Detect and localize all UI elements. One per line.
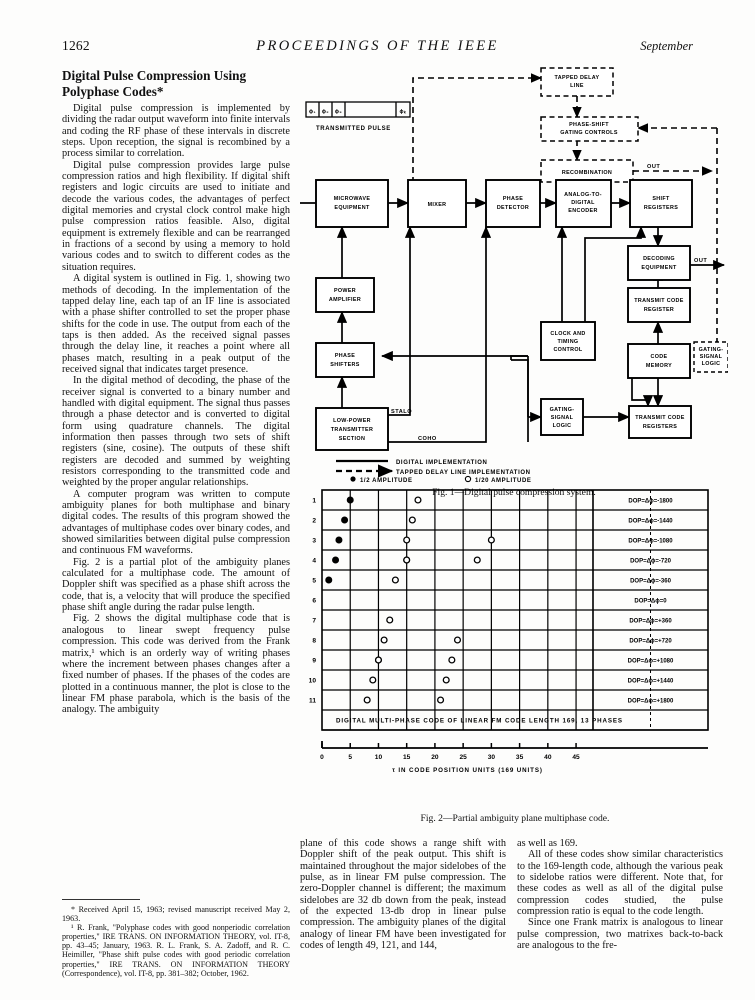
- chart-x-tick-label: 30: [487, 754, 496, 761]
- chart-dop-label: DOP=Δϕ=+1080: [627, 658, 674, 665]
- block-phase-detector: [486, 180, 540, 227]
- chart-dop-label: DOP=Δϕ=-1440: [628, 518, 673, 525]
- signal-label-coho: COHO: [418, 436, 437, 442]
- article-title-line-1: Digital Pulse Compression Using: [62, 68, 247, 83]
- body-column-left: [62, 103, 290, 716]
- pulse-phase-label: ϕₖ: [399, 109, 407, 115]
- paragraph: Digital pulse compression is implemented by dividing the radar output waveform into finite intervals and coding the RF phase of these intervals in discrete steps. Upon reception, the signal is recombined by a process similar to correlation.: [62, 103, 290, 160]
- chart-row-labels: [309, 498, 317, 705]
- transmitted-pulse-label: TRANSMITTED PULSE: [316, 126, 391, 132]
- paragraph: Fig. 2 is a partial plot of the ambiguity planes calculated for a multiphase code. The amount of Doppler shift was specified as a phase shift across the code, that is, a velocity that will produce the specified phase shift angle during the radar pulse length.: [62, 556, 290, 614]
- chart-data-point: [415, 497, 421, 503]
- chart-row-label: 6: [312, 597, 316, 605]
- chart-row-label: 10: [308, 677, 316, 685]
- block-label: AMPLIFIER: [328, 297, 362, 303]
- block-analog-to-digital-encoder: [556, 180, 611, 227]
- block-code-memory: [628, 344, 690, 378]
- footnote: ¹ R. Frank, "Polyphase codes with good nonperiodic correlation properties," IRE TRANS. ON INFORMATION THEORY, vol. IT-8, pp. 43–45; January, 1963. R. L. Frank, S. A. Zadoff, and R. C. Heimiller, "Phase shift pulse codes with good periodic correlation properties," IRE TRANS. ON INFORMATION THEORY (Correspondence), vol. IT-8, pp. 381–382; October, 1962.: [62, 923, 290, 978]
- chart-row-label: 2: [312, 517, 316, 525]
- chart-dop-label: DOP=Δϕ=-360: [630, 578, 671, 585]
- block-label: EQUIPMENT: [641, 265, 677, 271]
- block-label: DIGITAL: [571, 200, 595, 206]
- chart-row-label: 8: [312, 637, 316, 645]
- chart-row-label: 9: [312, 657, 316, 665]
- chart-x-axis-label: τ IN CODE POSITION UNITS (169 UNITS): [392, 767, 543, 774]
- paragraph: Digital pulse compression provides large pulse compression ratios and high flexibility. If digital shift registers and logic circuits are used to initiate and decode the various codes, the advantages of perfect digital memories and crystal clock control make high pulse compression ratios feasible. Also, digital equipment is extremely flexible and can be rearranged in fractions of a second by using a memory to hold various codes and to switch to different codes as the situation requires.: [62, 159, 290, 273]
- chart-dop-label: DOP=Δϕ=-720: [630, 558, 671, 565]
- pulse-phase-label: ϕ₁: [309, 109, 316, 115]
- chart-x-tick-label: 20: [431, 754, 439, 761]
- block-shift-registers: [630, 180, 692, 227]
- block-power-amplifier: [316, 278, 374, 312]
- chart-data-point: [364, 697, 370, 703]
- chart-dop-label: DOP=Δϕ=+1800: [627, 698, 674, 705]
- block-label: SECTION: [338, 436, 366, 442]
- chart-dop-label: DOP=Δϕ=+720: [629, 638, 672, 645]
- chart-row-label: 7: [312, 617, 316, 625]
- block-gating-signal-logic: [541, 399, 583, 435]
- chart-x-tick-label: 0: [320, 754, 324, 761]
- block-label: CODE: [650, 354, 668, 360]
- block-low-power-transmitter-section: [316, 408, 388, 450]
- running-head: [62, 38, 693, 56]
- block-label: RECOMBINATION: [561, 170, 613, 176]
- block-label: CLOCK AND: [550, 331, 586, 337]
- block-label: LOW-POWER: [333, 418, 371, 424]
- legend-label-half-amplitude: 1/2 AMPLITUDE: [360, 478, 413, 484]
- chart-x-tick-label: 35: [515, 754, 524, 761]
- chart-data-point: [347, 497, 353, 503]
- chart-data-point: [404, 557, 410, 563]
- chart-dop-label: DOP=Δϕ=0: [634, 598, 667, 605]
- block-label: REGISTERS: [642, 424, 678, 430]
- block-label: TAPPED DELAY: [554, 75, 600, 81]
- block-label: SIGNAL: [699, 354, 723, 360]
- chart-x-tick-label: 25: [459, 754, 467, 761]
- block-label: SHIFTERS: [330, 362, 360, 368]
- chart-data-point: [488, 537, 494, 543]
- block-mixer: [408, 180, 466, 227]
- chart-row-label: 3: [312, 537, 316, 545]
- page-number: 1262: [62, 38, 90, 53]
- paragraph: In the digital method of decoding, the phase of the receiver signal is converted to a binary number and handled with digital equipment. The signal thus passes through a phase detector and is converted to digital form using quadrature channels. The digital information then passes through two sets of shift registers (sine, cosine). The outputs of these shift registers are decoded and summed by weighting resistors corresponding to the transmitted code and weighted by the proper angular relationships.: [62, 375, 290, 489]
- block-label: PHASE-SHIFT: [569, 122, 609, 128]
- body-column-right-bottom: [517, 838, 723, 951]
- chart-x-axis: [320, 741, 708, 761]
- legend-marker-filled: [350, 476, 355, 481]
- chart-dop-label: DOP=Δϕ=-1080: [628, 538, 673, 545]
- signal-label-out-recombination: OUT: [647, 164, 661, 170]
- chart-row-label: 11: [309, 697, 316, 705]
- block-gating-signal-logic-right: [694, 342, 728, 372]
- chart-data-point: [409, 517, 415, 523]
- chart-x-tick-label: 5: [348, 754, 353, 761]
- block-decoding-equipment: [628, 246, 690, 280]
- block-label: REGISTERS: [643, 205, 679, 211]
- block-label: MEMORY: [645, 363, 673, 369]
- legend-label-twentieth-amplitude: 1/20 AMPLITUDE: [475, 478, 532, 484]
- chart-data-point: [336, 537, 342, 543]
- block-label: POWER: [333, 288, 357, 294]
- block-transmit-code-registers: [629, 406, 691, 438]
- chart-x-tick-label: 45: [572, 754, 580, 761]
- block-phase-shift-gating-controls: [541, 117, 638, 141]
- chart-data-point: [333, 557, 339, 563]
- chart-data-point: [387, 617, 393, 623]
- legend-label-tapped-delay: TAPPED DELAY LINE IMPLEMENTATION: [396, 470, 531, 476]
- journal-title: PROCEEDINGS OF THE IEEE: [256, 38, 499, 54]
- chart-data-point: [370, 677, 376, 683]
- block-label: TRANSMIT CODE: [635, 415, 685, 421]
- block-label: TRANSMIT CODE: [634, 298, 684, 304]
- chart-dop-labels: [628, 498, 674, 704]
- chart-dop-label: DOP=Δϕ=+1440: [627, 678, 674, 685]
- article-title: [62, 68, 287, 100]
- block-label: GATING-: [698, 347, 724, 353]
- figure-2-caption: Fig. 2—Partial ambiguity plane multiphase code.: [420, 813, 610, 824]
- signal-label-out-decoding: OUT: [694, 258, 708, 264]
- block-label: SHIFT: [652, 196, 670, 202]
- chart-data-point: [443, 677, 449, 683]
- legend-label-digital: DIGITAL IMPLEMENTATION: [396, 460, 488, 466]
- chart-data-point: [376, 657, 382, 663]
- block-label: LOGIC: [701, 361, 721, 367]
- block-label: DECODING: [643, 256, 675, 262]
- block-label: GATING CONTROLS: [560, 130, 618, 136]
- chart-grid: [322, 490, 708, 730]
- block-label: DETECTOR: [496, 205, 530, 211]
- chart-x-tick-label: 10: [374, 754, 383, 761]
- footnotes: [62, 905, 290, 978]
- body-column-middle-bottom: [300, 838, 506, 951]
- chart-inner-title: DIGITAL MULTI-PHASE CODE OF LINEAR FM CODE LENGTH 169, 13 PHASES: [336, 717, 623, 725]
- block-label: EQUIPMENT: [334, 205, 370, 211]
- paragraph: All of these codes show similar characteristics to the 169-length code, although the various peak to sidelobe ratios were different. Note that, for these codes as well as all of the digital pulse compression codes studied, the pulse compression ratio is equal to the code length.: [517, 849, 723, 918]
- chart-x-tick-label: 15: [403, 754, 411, 761]
- block-label: TIMING: [557, 339, 579, 345]
- block-phase-shifters: [316, 343, 374, 377]
- block-label: REGISTER: [643, 307, 675, 313]
- figure-1-caption: Fig. 1—Digital pulse compression system.: [432, 487, 596, 498]
- chart-data-point: [326, 577, 332, 583]
- block-clock-and-timing-control: [541, 322, 595, 360]
- paragraph: plane of this code shows a range shift with Doppler shift of the peak output. This shift is maintained throughout the major sidelobes of the pulse, as in linear FM pulse compression. The zero-Doppler channel is different; the maximum sidelobes are 32 db down from the peak, instead of the expected 13-db drop in linear pulse compression. The ambiguity planes of the digital analogy of linear FM have been investigated for codes of length 49, 121, and 144,: [300, 838, 506, 952]
- block-label: CONTROL: [553, 347, 583, 353]
- chart-data-point: [438, 697, 444, 703]
- chart-data-point: [474, 557, 480, 563]
- chart-dop-label: DOP=Δϕ=-1800: [628, 498, 673, 505]
- block-label: ANALOG-TO-: [564, 192, 602, 198]
- block-microwave-equipment: [316, 180, 388, 227]
- chart-row-label: 5: [312, 577, 316, 585]
- paragraph: Fig. 2 shows the digital multiphase code that is analogous to linear swept frequency pulse compression. This code was derived from the Frank matrix,¹ which is an orderly way of writing phases where the increment between phases changes after a fixed number of phases. If the phases of the codes are plotted in a continuous manner, the plot is close to the linear FM phase parabola, which is the basis of the analogy. The ambiguity: [62, 613, 290, 716]
- paragraph: A computer program was written to compute ambiguity planes for both multiphase and binary digital codes. The results of this program showed the advantages of multiphase codes over binary codes, and showed similarities between digital pulse compression and continuous FM waveforms.: [62, 488, 290, 557]
- legend-marker-open: [465, 476, 470, 481]
- paragraph: as well as 169.: [517, 838, 578, 849]
- footnote: * Received April 15, 1963; revised manuscript received May 2, 1963.: [62, 905, 290, 924]
- chart-data-point: [381, 637, 387, 643]
- figure-1-diagram: [300, 60, 728, 455]
- block-label: LOGIC: [552, 423, 572, 429]
- chart-data-points: [326, 497, 495, 703]
- chart-row-label: 1: [312, 497, 316, 505]
- chart-data-point: [342, 517, 348, 523]
- chart-data-point: [404, 537, 410, 543]
- figure-2-chart: [300, 472, 730, 807]
- chart-data-point: [449, 657, 455, 663]
- article-title-line-2: Polyphase Codes*: [62, 84, 164, 99]
- block-label: ENCODER: [568, 208, 598, 214]
- block-tapped-delay-line: [541, 68, 613, 96]
- paragraph: A digital system is outlined in Fig. 1, showing two methods of decoding. In the implementation of the tapped delay line, each tap of an IF line is associated with a phase shifter controlled to set the proper phase shifts for the code in use. The output from each of the taps is then added. As the received signal passes through the delay line, it reaches a point where all phases match, resulting in a peak output of the received signal that indicates target presence.: [62, 273, 290, 375]
- block-label: MICROWAVE: [333, 196, 371, 202]
- signal-label-stalo: STALO: [391, 409, 413, 415]
- chart-x-tick-label: 40: [544, 754, 552, 761]
- block-label: PHASE: [502, 196, 524, 202]
- chart-row-label: 4: [312, 557, 316, 565]
- pulse-phase-label: ϕ₂: [321, 109, 330, 115]
- block-transmit-code-register: [628, 288, 690, 322]
- block-label: TRANSMITTER: [330, 427, 374, 433]
- block-label: PHASE: [334, 353, 356, 359]
- chart-data-point: [455, 637, 461, 643]
- pulse-phase-label: ϕ₃: [334, 109, 343, 115]
- chart-dop-label: DOP=Δϕ=+360: [629, 618, 672, 625]
- figure-2: [300, 472, 730, 832]
- figure-2-legend: [350, 476, 531, 484]
- footnote-rule: [62, 899, 140, 900]
- paragraph: Since one Frank matrix is analogous to linear pulse compression, two matrixes back-to-back are analogous to the fre-: [517, 917, 723, 952]
- block-label: MIXER: [427, 202, 447, 208]
- block-label: SIGNAL: [550, 415, 574, 421]
- issue-month: September: [640, 39, 693, 53]
- block-label: LINE: [570, 83, 584, 89]
- block-recombination: [541, 160, 633, 182]
- chart-data-point: [392, 577, 398, 583]
- block-label: GATING-: [549, 407, 575, 413]
